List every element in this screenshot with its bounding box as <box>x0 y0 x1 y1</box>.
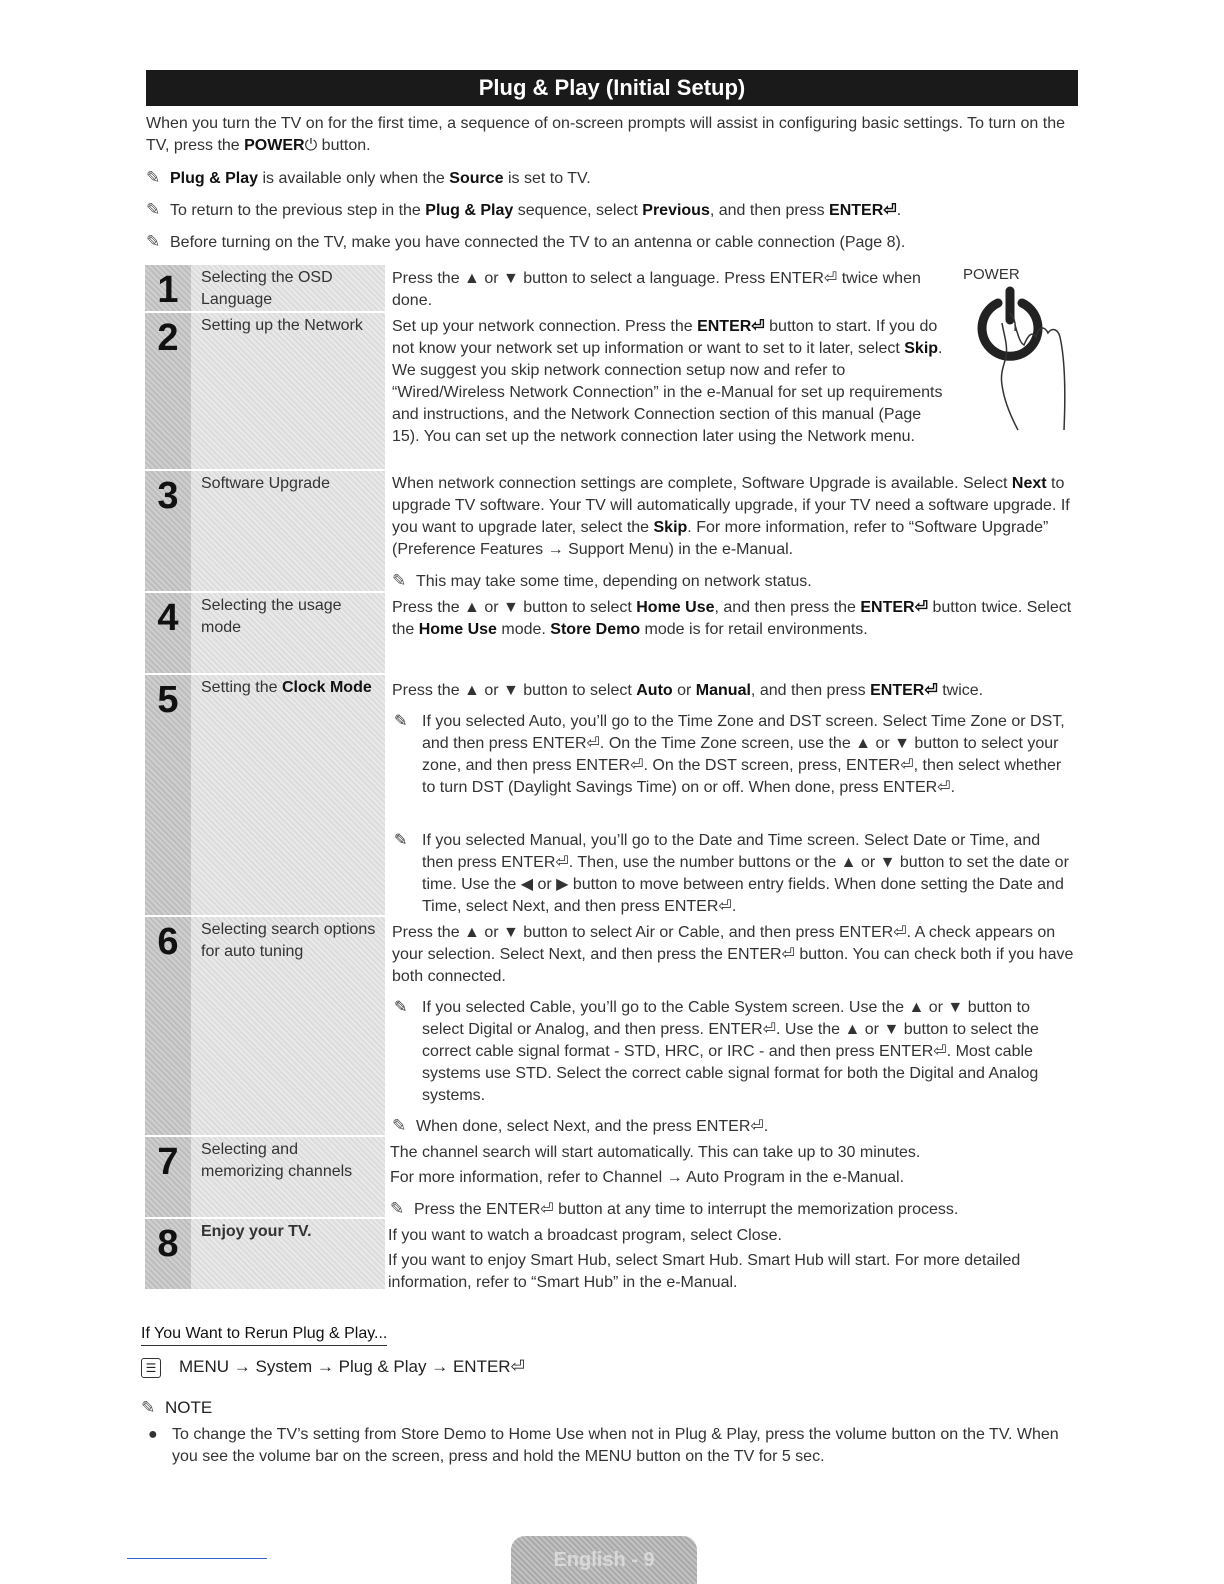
step-label <box>201 677 379 699</box>
step-5-description <box>392 680 1077 702</box>
desc-bold: ENTER⏎ <box>860 599 928 616</box>
step-label: Selecting and memorizing channels <box>201 1141 353 1180</box>
power-image-label: POWER <box>963 266 1020 283</box>
intro-paragraph <box>146 113 1081 157</box>
desc-bold: Manual <box>695 682 751 699</box>
desc-text: Set up your network connection. Press the <box>392 318 698 335</box>
page-title: Plug & Play (Initial Setup) <box>146 70 1078 106</box>
step-3-description <box>392 473 1077 561</box>
step-number-badge <box>145 917 191 1135</box>
step-1-description: Press the ▲ or ▼ button to select a language. Press ENTER⏎ twice when done. <box>392 270 921 309</box>
note-text: To return to the previous step in the <box>170 202 426 219</box>
step-3 <box>145 471 385 591</box>
footer-rule <box>127 1558 267 1559</box>
step-8 <box>145 1219 385 1289</box>
step-2 <box>145 313 385 469</box>
desc-bold: ENTER⏎ <box>870 682 938 699</box>
note-pencil-icon: ✎ <box>146 200 161 219</box>
note-text: is set to TV. <box>503 170 591 187</box>
note-text: is available only when the <box>258 170 450 187</box>
step-6-note-done <box>392 1115 1077 1138</box>
step-number-badge <box>145 593 191 673</box>
step-label: Enjoy your TV. <box>201 1223 312 1240</box>
note-pencil-icon: ✎ <box>146 232 161 251</box>
step-label: Selecting search options for auto tuning <box>201 921 376 960</box>
desc-bold: Home Use <box>418 621 497 638</box>
note-bold: Plug & Play <box>170 170 259 187</box>
step-number-badge <box>145 1137 191 1217</box>
step-7 <box>145 1137 385 1217</box>
step-number: 3 <box>157 475 179 517</box>
step-label-text: Setting the <box>201 679 282 696</box>
note-heading-text: NOTE <box>165 1398 213 1417</box>
desc-text: . We suggest you skip network connection setup now and refer to “Wired/Wireless Network Connection” in the e-Manual for set up requirements and instructions, and the Network Connection section of this manual (Page 15). You can set up the network connection later using the Network menu. <box>392 340 943 445</box>
desc-text: button to start. If you do not know your network set up information or want to set to it later, select <box>392 318 938 357</box>
page-number-tab: English - 9 <box>511 1536 697 1584</box>
power-button-hand-icon <box>960 265 1080 435</box>
note-bullet-text: To change the TV’s setting from Store Demo to Home Use when not in Plug & Play, press the volume button on the TV. When you see the volume bar on the screen, press and hold the MENU button on the TV for 5 sec. <box>172 1426 1059 1465</box>
desc-text: . For more information, refer to “Software Upgrade” (Preference Features → Support Menu) in the e-Manual. <box>392 519 1049 558</box>
step-number-badge <box>145 1219 191 1289</box>
power-word: POWER <box>244 137 305 154</box>
remote-menu-icon: ☰ <box>141 1358 161 1378</box>
step-4-description <box>392 597 1077 641</box>
desc-text: , and then press <box>750 682 871 699</box>
note-pencil-icon: ✎ <box>146 168 161 187</box>
step-7-note <box>390 1198 1075 1221</box>
step-number: 1 <box>157 269 179 311</box>
step-8-description-a: If you want to watch a broadcast program, select Close. <box>388 1227 782 1244</box>
step-7-description-a: The channel search will start automatically. This can take up to 30 minutes. <box>390 1144 921 1161</box>
enter-icon: ⏎ <box>883 202 897 219</box>
note-pencil-icon: ✎ <box>394 832 408 849</box>
desc-bold: Next <box>1011 475 1047 492</box>
step-number-badge <box>145 265 191 311</box>
desc-text: mode. <box>496 621 551 638</box>
desc-text: When network connection settings are complete, Software Upgrade is available. Select <box>392 475 1012 492</box>
note-return-previous <box>146 199 1081 222</box>
menu-path <box>141 1357 525 1378</box>
step-8-description-b: If you want to enjoy Smart Hub, select Smart Hub. Smart Hub will start. For more detailed information, refer to “Smart Hub” in the e-Manual. <box>388 1252 1021 1291</box>
step-number-badge <box>145 675 191 915</box>
step-number: 2 <box>157 317 179 359</box>
step-1 <box>145 265 385 311</box>
note-bold: Previous <box>642 202 710 219</box>
note-heading <box>141 1398 212 1418</box>
desc-text: Press the ENTER⏎ button at any time to interrupt the memorization process. <box>414 1201 959 1218</box>
step-6-description: Press the ▲ or ▼ button to select Air or Cable, and then press ENTER⏎. A check appears on your selection. Select Next, and then press the ENTER⏎ button. You can check both if you have both connected. <box>392 924 1074 985</box>
desc-text: When done, select Next, and the press ENTER⏎. <box>416 1118 769 1135</box>
note-pencil-icon: ✎ <box>392 571 407 590</box>
step-4 <box>145 593 385 673</box>
intro-text-b: button. <box>317 137 371 154</box>
step-number: 8 <box>157 1223 179 1265</box>
desc-text: or <box>672 682 696 699</box>
step-label: Selecting the usage mode <box>201 597 342 636</box>
step-7-description-b: For more information, refer to Channel → Auto Program in the e-Manual. <box>390 1169 905 1186</box>
step-label-bold: Clock Mode <box>281 679 372 696</box>
desc-bold: Skip <box>904 340 939 357</box>
note-bold: Plug & Play <box>425 202 514 219</box>
power-symbol-icon: ⏻ <box>304 137 318 154</box>
step-2-description <box>392 316 952 448</box>
step-number-badge <box>145 471 191 591</box>
step-label: Software Upgrade <box>201 475 330 492</box>
desc-text: , and then press the <box>714 599 861 616</box>
step-number: 7 <box>157 1141 179 1183</box>
desc-text: Press the ▲ or ▼ button to select <box>392 599 637 616</box>
note-bold: ENTER <box>829 202 884 219</box>
desc-bold: Home Use <box>636 599 715 616</box>
step-5-note-manual: If you selected Manual, you’ll go to the Date and Time screen. Select Date or Time, and then press ENTER⏎. Then, use the number buttons or the ▲ or ▼ button to set the date or time. Use the ◀ or ▶ button to move between entry fields. When done setting the Date and Time, select Next, and then press ENTER⏎. <box>422 832 1069 915</box>
desc-bold: Auto <box>636 682 673 699</box>
desc-text: mode is for retail environments. <box>640 621 868 638</box>
desc-bold: Store Demo <box>550 621 641 638</box>
step-label: Setting up the Network <box>201 317 363 334</box>
desc-bold: Skip <box>653 519 688 536</box>
note-text: Before turning on the TV, make you have connected the TV to an antenna or cable connection (Page 8). <box>170 234 906 251</box>
menu-path-text: MENU → System → Plug & Play → ENTER⏎ <box>179 1357 525 1376</box>
note-pencil-icon: ✎ <box>390 1199 405 1218</box>
step-number: 5 <box>157 679 179 721</box>
step-5 <box>145 675 385 915</box>
step-3-note <box>392 570 1077 593</box>
step-number: 4 <box>157 597 179 639</box>
note-bold: Source <box>449 170 504 187</box>
note-text: . <box>896 202 902 219</box>
desc-text: button twice. Select the <box>392 599 1072 638</box>
note-pencil-icon: ✎ <box>394 713 408 730</box>
step-number-badge <box>145 313 191 469</box>
step-number: 6 <box>157 921 179 963</box>
bullet-dot-icon: ● <box>148 1426 158 1443</box>
desc-bold: ENTER⏎ <box>697 318 765 335</box>
note-text: sequence, select <box>513 202 643 219</box>
note-antenna <box>146 231 1081 254</box>
step-label: Selecting the OSD Language <box>201 269 333 308</box>
note-plug-play-source <box>146 167 1081 190</box>
desc-text: twice. <box>937 682 984 699</box>
note-text: , and then press <box>709 202 830 219</box>
rerun-heading: If You Want to Rerun Plug & Play... <box>141 1325 387 1346</box>
step-6 <box>145 917 385 1135</box>
note-pencil-icon: ✎ <box>394 999 408 1016</box>
note-pencil-icon: ✎ <box>392 1116 407 1135</box>
intro-text-a: When you turn the TV on for the first time, a sequence of on-screen prompts will assist in configuring basic settings. To turn on the TV, press the <box>146 115 1065 154</box>
desc-text: This may take some time, depending on network status. <box>416 573 812 590</box>
step-6-note-cable: If you selected Cable, you’ll go to the Cable System screen. Use the ▲ or ▼ button to select Digital or Analog, and then press. ENTER⏎. Use the ▲ or ▼ button to select the correct cable signal format - STD, HRC, or IRC - and then press ENTER⏎. Most cable systems use STD. Select the correct cable signal format for both the Digital and Analog systems. <box>422 999 1039 1104</box>
desc-text: to upgrade TV software. Your TV will automatically upgrade, if your TV need a software upgrade. If you want to upgrade later, select the <box>392 475 1070 536</box>
desc-text: Press the ▲ or ▼ button to select <box>392 682 637 699</box>
step-5-note-auto: If you selected Auto, you’ll go to the Time Zone and DST screen. Select Time Zone or DST, and then press ENTER⏎. On the Time Zone screen, use the ▲ or ▼ button to select your zone, and then press ENTER⏎. On the DST screen, press, ENTER⏎, then select whether to turn DST (Daylight Savings Time) on or off. When done, press ENTER⏎. <box>422 713 1065 796</box>
note-pencil-icon: ✎ <box>141 1398 156 1417</box>
